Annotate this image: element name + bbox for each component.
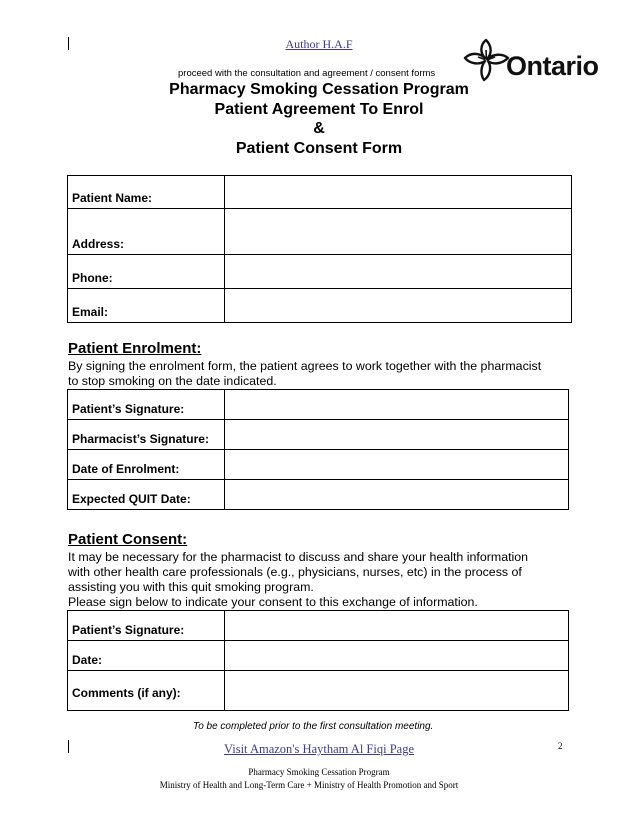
consent-table: [67, 610, 569, 711]
ontario-logo: [462, 38, 602, 82]
patient-name-label: Patient Name:: [68, 176, 225, 209]
enrol-patient-signature-field[interactable]: [225, 390, 569, 420]
table-row: [68, 289, 572, 323]
footer-ministry: Ministry of Health and Long-Term Care + Ministry of Health Promotion and Sport: [159, 780, 459, 790]
patient-name-field[interactable]: [225, 176, 572, 209]
consent-text-line2: with other health care professionals (e.g., physicians, nurses, etc) in the process of: [68, 565, 522, 579]
amazon-page-link[interactable]: Visit Amazon's Haytham Al Fiqi Page: [223, 742, 415, 756]
pharmacist-signature-label: Pharmacist’s Signature:: [68, 420, 225, 450]
address-field[interactable]: [225, 209, 572, 255]
email-label: Email:: [68, 289, 225, 323]
consent-text-line1: It may be necessary for the pharmacist to discuss and share your health information: [68, 550, 529, 564]
enrolment-text-line1: By signing the enrolment form, the patient agrees to work together with the pharmacist: [68, 359, 542, 373]
footer-note: To be completed prior to the first consultation meeting.: [193, 721, 434, 732]
table-row: [68, 176, 572, 209]
ontario-logo-text: Ontario: [506, 51, 599, 81]
enrolment-table: [67, 389, 569, 510]
consent-patient-signature-field[interactable]: [225, 611, 569, 641]
table-row: [68, 611, 569, 641]
consent-text-line3: assisting you with this quit smoking program.: [68, 580, 314, 594]
enrolment-date-label: Date of Enrolment:: [68, 450, 225, 480]
quit-date-label: Expected QUIT Date:: [68, 480, 225, 510]
table-row: [68, 420, 569, 450]
quit-date-field[interactable]: [225, 480, 569, 510]
page-title-program: Pharmacy Smoking Cessation Program: [169, 81, 469, 98]
enrolment-date-field[interactable]: [225, 450, 569, 480]
page-number: 2: [558, 741, 563, 751]
enrolment-heading: Patient Enrolment:: [68, 340, 202, 357]
consent-date-field[interactable]: [225, 641, 569, 671]
pharmacist-signature-field[interactable]: [225, 420, 569, 450]
table-row: [68, 450, 569, 480]
consent-date-label: Date:: [68, 641, 225, 671]
comments-label: Comments (if any):: [68, 671, 225, 711]
page-title-consent: Patient Consent Form: [235, 140, 403, 157]
consent-text-line4: Please sign below to indicate your consent to this exchange of information.: [68, 595, 478, 609]
table-row: [68, 480, 569, 510]
comments-field[interactable]: [225, 671, 569, 711]
consent-heading: Patient Consent:: [68, 531, 188, 548]
consultation-note: proceed with the consultation and agreement / consent forms: [178, 68, 436, 79]
enrolment-text-line2: to stop smoking on the date indicated.: [68, 374, 277, 388]
phone-field[interactable]: [225, 255, 572, 289]
table-row: [68, 209, 572, 255]
consent-patient-signature-label: Patient’s Signature:: [68, 611, 225, 641]
table-row: [68, 671, 569, 711]
table-row: [68, 390, 569, 420]
email-field[interactable]: [225, 289, 572, 323]
patient-info-table: [67, 175, 572, 323]
page-title-agreement: Patient Agreement To Enrol: [214, 101, 424, 118]
address-label: Address:: [68, 209, 225, 255]
phone-label: Phone:: [68, 255, 225, 289]
trillium-icon: [462, 38, 510, 82]
author-link[interactable]: Author H.A.F: [285, 37, 353, 51]
table-row: [68, 641, 569, 671]
table-row: [68, 255, 572, 289]
enrol-patient-signature-label: Patient’s Signature:: [68, 390, 225, 420]
page-title-ampersand: &: [313, 120, 325, 137]
footer-program: Pharmacy Smoking Cessation Program: [248, 767, 390, 777]
